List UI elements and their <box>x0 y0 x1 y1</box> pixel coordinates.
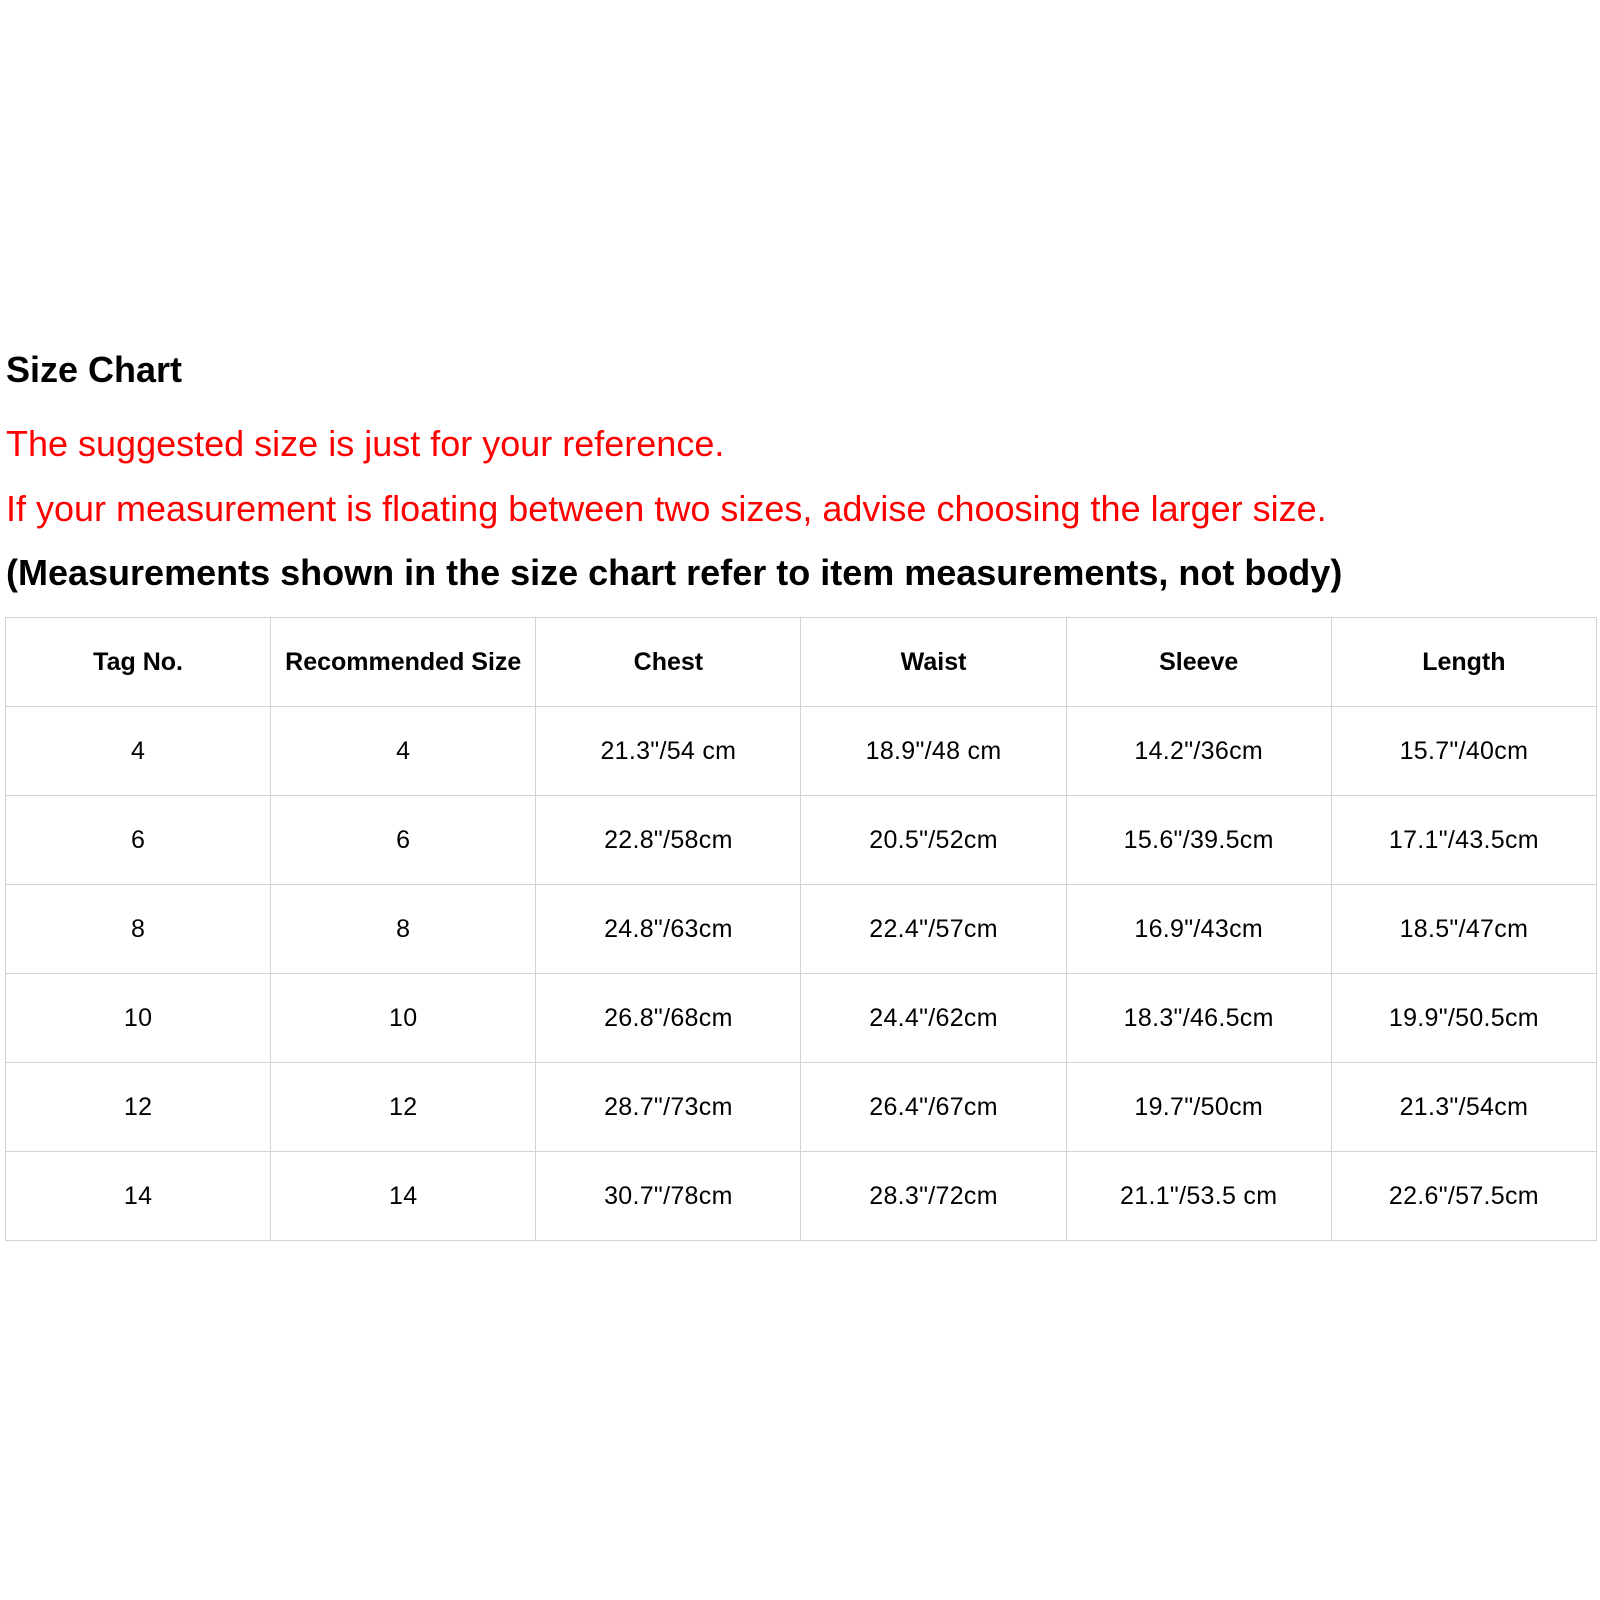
header-length: Length <box>1331 618 1596 707</box>
cell-recommended-size: 8 <box>271 885 536 974</box>
cell-tag-no: 4 <box>6 707 271 796</box>
reference-notice: The suggested size is just for your reference. <box>6 423 725 464</box>
table-row <box>6 707 1597 796</box>
larger-size-advice: If your measurement is floating between two sizes, advise choosing the larger size. <box>6 488 1327 529</box>
cell-sleeve: 14.2"/36cm <box>1066 707 1331 796</box>
cell-recommended-size: 14 <box>271 1152 536 1241</box>
cell-sleeve: 21.1"/53.5 cm <box>1066 1152 1331 1241</box>
cell-sleeve: 19.7"/50cm <box>1066 1063 1331 1152</box>
table-body <box>6 707 1597 1241</box>
cell-waist: 20.5"/52cm <box>801 796 1066 885</box>
cell-length: 17.1"/43.5cm <box>1331 796 1596 885</box>
table-row <box>6 885 1597 974</box>
cell-recommended-size: 12 <box>271 1063 536 1152</box>
cell-tag-no: 10 <box>6 974 271 1063</box>
measurement-note: (Measurements shown in the size chart refer to item measurements, not body) <box>6 552 1343 593</box>
cell-length: 15.7"/40cm <box>1331 707 1596 796</box>
cell-tag-no: 12 <box>6 1063 271 1152</box>
header-row <box>6 618 1597 707</box>
cell-recommended-size: 4 <box>271 707 536 796</box>
cell-sleeve: 15.6"/39.5cm <box>1066 796 1331 885</box>
cell-waist: 18.9"/48 cm <box>801 707 1066 796</box>
table-row <box>6 1063 1597 1152</box>
cell-length: 22.6"/57.5cm <box>1331 1152 1596 1241</box>
cell-waist: 22.4"/57cm <box>801 885 1066 974</box>
cell-sleeve: 18.3"/46.5cm <box>1066 974 1331 1063</box>
cell-chest: 22.8"/58cm <box>536 796 801 885</box>
size-chart-title: Size Chart <box>6 349 183 390</box>
header-tag-no: Tag No. <box>6 618 271 707</box>
cell-waist: 24.4"/62cm <box>801 974 1066 1063</box>
table-row <box>6 974 1597 1063</box>
cell-length: 18.5"/47cm <box>1331 885 1596 974</box>
cell-sleeve: 16.9"/43cm <box>1066 885 1331 974</box>
cell-chest: 30.7"/78cm <box>536 1152 801 1241</box>
header-chest: Chest <box>536 618 801 707</box>
header-recommended-size: Recommended Size <box>271 618 536 707</box>
cell-waist: 26.4"/67cm <box>801 1063 1066 1152</box>
header-waist: Waist <box>801 618 1066 707</box>
cell-chest: 24.8"/63cm <box>536 885 801 974</box>
table-row <box>6 1152 1597 1241</box>
cell-length: 19.9"/50.5cm <box>1331 974 1596 1063</box>
cell-recommended-size: 6 <box>271 796 536 885</box>
cell-tag-no: 8 <box>6 885 271 974</box>
cell-waist: 28.3"/72cm <box>801 1152 1066 1241</box>
cell-tag-no: 14 <box>6 1152 271 1241</box>
table-row <box>6 796 1597 885</box>
cell-chest: 28.7"/73cm <box>536 1063 801 1152</box>
size-table <box>5 617 1597 1241</box>
cell-length: 21.3"/54cm <box>1331 1063 1596 1152</box>
header-sleeve: Sleeve <box>1066 618 1331 707</box>
cell-chest: 26.8"/68cm <box>536 974 801 1063</box>
cell-chest: 21.3"/54 cm <box>536 707 801 796</box>
cell-recommended-size: 10 <box>271 974 536 1063</box>
table-header <box>6 618 1597 707</box>
cell-tag-no: 6 <box>6 796 271 885</box>
